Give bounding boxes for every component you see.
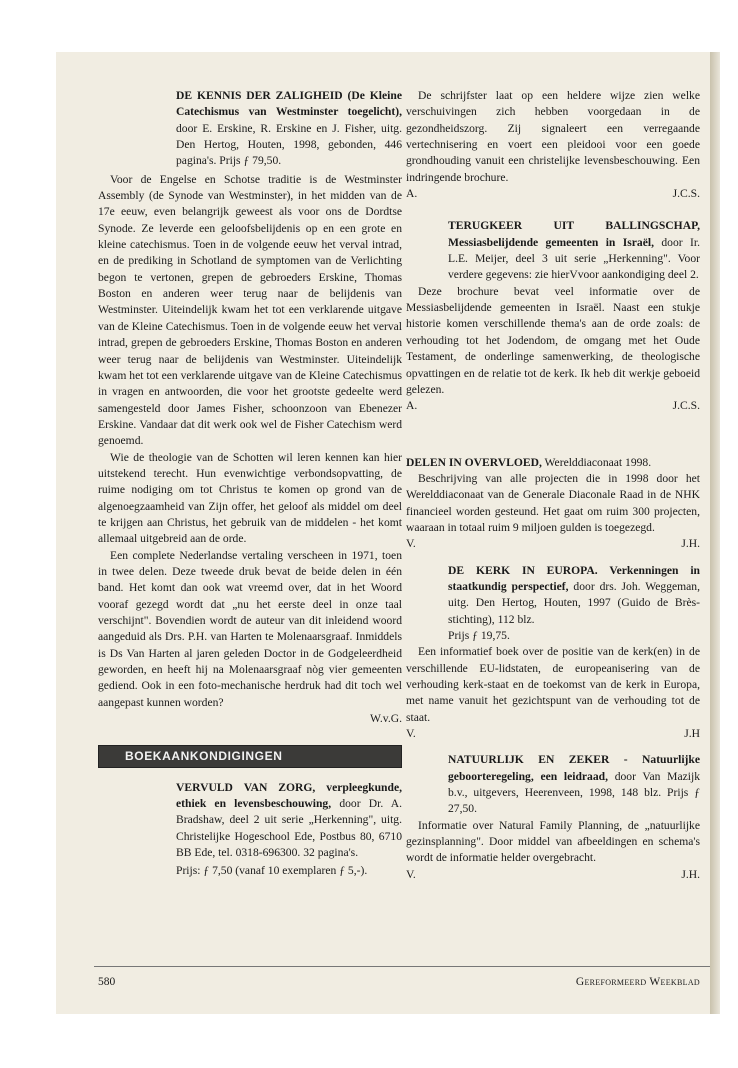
review-heading (406, 563, 700, 628)
paragraph: Een informatief boek over de positie van de kerk(en) in de verschillende EU-lidstaten, de europeanisering van de verhouding kerk-staat en de toekomst van de kerk in Europa, met name vanuit het gezichtspunt van de verhouding tot de staat. (406, 645, 700, 724)
signature-line (406, 867, 700, 883)
reviewer-signature: W.v.G. (370, 712, 402, 726)
review-heading (406, 218, 700, 283)
signature-left: V. (406, 727, 416, 741)
review-title: TERUGKEER UIT BALLINGSCHAP, Messiasbelijdende gemeenten in Israël, (448, 219, 700, 249)
signature-right: J.H (684, 727, 700, 741)
signature-right: J.C.S. (672, 187, 700, 201)
review-price: Prijs: ƒ 7,50 (vanaf 10 exemplaren ƒ 5,-). (176, 864, 368, 878)
review-title: DE KENNIS DER ZALIGHEID (De Kleine Catechismus van Westminster toegelicht), (176, 89, 402, 119)
review-heading (406, 455, 700, 471)
review-meta: door E. Erskine, R. Erskine en J. Fisher, uitg. Den Hertog, Houten, 1998, gebonden, 446 pagina's. Prijs ƒ 79,50. (176, 121, 402, 168)
signature-left: A. (406, 399, 418, 413)
paragraph: Een complete Nederlandse vertaling verscheen in 1971, toen in twee delen. Deze tweede druk bevat de beide delen in één band. Het komt dan ook wat vreemd over, dat in het Woord vooraf gezegd wordt dat „nu het eerste deel in onze taal verschijnt". Bovendien wordt de auteur van dit inleidend woord aangeduid als Drs. P.H. van Harten te Molenaarsgraaf. Inmiddels is Ds Van Harten al jaren geleden Doctor in de Godgeleerdheid geworden, en heeft hij na Molenaarsgraaf nòg vier gemeenten gediend. Ook in een foto-mechanische herdruk had dit toch wel aangepast kunnen worden? (98, 548, 402, 709)
paragraph: Voor de Engelse en Schotse traditie is de Westminster Assembly (de Synode van Westminster), in het midden van de 17e eeuw, even belangrijk geweest als voor ons de Dordtse Synode. Ze leverde een geloofsbelijdenis op en een grote en kleine catechismus. Toen in de volgende eeuw het verval intrad, en de prediking in Schotland de symptomen van de Verlichting begon te vertonen, grepen de gebroeders Erskine, Thomas Boston en anderen weer terug naar de belijdenis van Westminster. Uiteindelijk kwam het tot een verklarende uitgave van de Kleine Catechismus. Toen in de volgende eeuw het verval intrad, grepen de gebroeders Erskine, Thomas Boston en anderen weer terug naar de belijdenis van Westminster. Uiteindelijk kwam het tot een verklarende uitgave van de Kleine Catechismus in vragen en antwoorden, die voor het grootste gedeelte werd samengesteld door James Fisher, schoonzoon van Ebenezer Erskine. Vandaar dat dit werk ook wel de Fisher Catechism werd genoemd. (98, 172, 402, 448)
magazine-page (56, 52, 710, 1014)
paragraph: De schrijfster laat op een heldere wijze zien welke verschuivingen zich hebben voorgedaan in de gezondheidszorg. Zij signaleert een verregaande vertechnisering en voert een pleidooi voor een goede grondhouding vanuit een christelijke levensbeschouwing. Een indringende brochure. (406, 89, 700, 184)
paragraph: Informatie over Natural Family Planning, de „natuurlijke gezinsplanning". Door middel van afbeeldingen en schema's wordt de informatie helder overgebracht. (406, 818, 700, 865)
review-title: NATUURLIJK EN ZEKER - Natuurlijke geboorteregeling, een leidraad, (448, 753, 700, 783)
page-spine-edge (710, 52, 720, 1014)
review-title: VERVULD VAN ZORG, verpleegkunde, ethiek en levensbeschouwing, (176, 780, 402, 811)
signature-line (406, 726, 700, 742)
signature-line (406, 398, 700, 414)
review-meta: door drs. Joh. Weggeman, uitg. Den Hertog, Houten, 1997 (Guido de Brès-stichting), 112 blz. (448, 579, 700, 626)
review-price: Prijs ƒ 19,75. (448, 628, 510, 642)
review-title: DELEN IN OVERVLOED, (406, 455, 542, 469)
signature-left: A. (406, 187, 418, 201)
review-meta: door Dr. A. Bradshaw, deel 2 uit serie „Herkenning", uitg. Christelijke Hogeschool Ede, Postbus 80, 6710 BB Ede, tel. 0318-696300. 32 pagina's. (176, 797, 403, 860)
signature-right: J.H. (681, 537, 700, 551)
signature-left: V. (406, 867, 416, 881)
footer-rule (94, 966, 710, 967)
section-banner: BOEKAANKONDIGINGEN (98, 745, 402, 767)
page-number: 580 (98, 976, 116, 988)
paragraph: Wie de theologie van de Schotten wil leren kennen kan hier uitstekend terecht. Hun evenwichtige verbondsopvatting, de ruime nodiging om tot Christus te komen op grond van de algenoegzaamheid van Zijn offer, het geloof als middel om deel te krijgen aan Christus, het gebruik van de middelen - het komt allemaal uitgebreid aan de orde. (98, 450, 402, 546)
journal-name: Gereformeerd Weekblad (575, 976, 700, 988)
signature-right: J.H. (681, 867, 700, 881)
signature-line (406, 536, 700, 552)
signature-line (406, 186, 700, 202)
review-meta: door Van Mazijk b.v., uitgevers, Heerenveen, 1998, 148 blz. Prijs ƒ 27,50. (448, 769, 700, 816)
paragraph: Beschrijving van alle projecten die in 1998 door het Werelddiaconaat van de Generale Diaconale Raad in de NHK financieel worden gesteund. Het gaat om ruim 300 projecten, waaraan in totaal ruim 9 miljoen gulden is toegezegd. (406, 471, 700, 534)
review-meta: door Ir. L.E. Meijer, deel 3 uit serie „Herkenning". Voor verdere gegevens: zie hierVvoor aankondiging deel 2. (448, 235, 700, 282)
signature-left: V. (406, 537, 416, 551)
review-heading (406, 752, 700, 817)
right-column (406, 88, 700, 883)
left-column (98, 88, 402, 882)
review-title: DE KERK IN EUROPA. Verkenningen in staatkundig perspectief, (448, 563, 700, 593)
signature-right: J.C.S. (672, 399, 700, 413)
review-heading (98, 780, 402, 862)
review-heading (98, 88, 402, 170)
paragraph: Deze brochure bevat veel informatie over de Messiasbelijdende gemeenten in Israël. Naast een stukje historie komen verschillende thema's aan de orde zoals: de verhouding tot het Jodendom, de omgang met het Oude Testament, de onderlinge samenwerking, de theologische opvattingen en de relatie tot de kerk. Ik heb dit werkje geboeid gelezen. (406, 284, 700, 396)
review-meta: Werelddiaconaat 1998. (544, 455, 652, 469)
